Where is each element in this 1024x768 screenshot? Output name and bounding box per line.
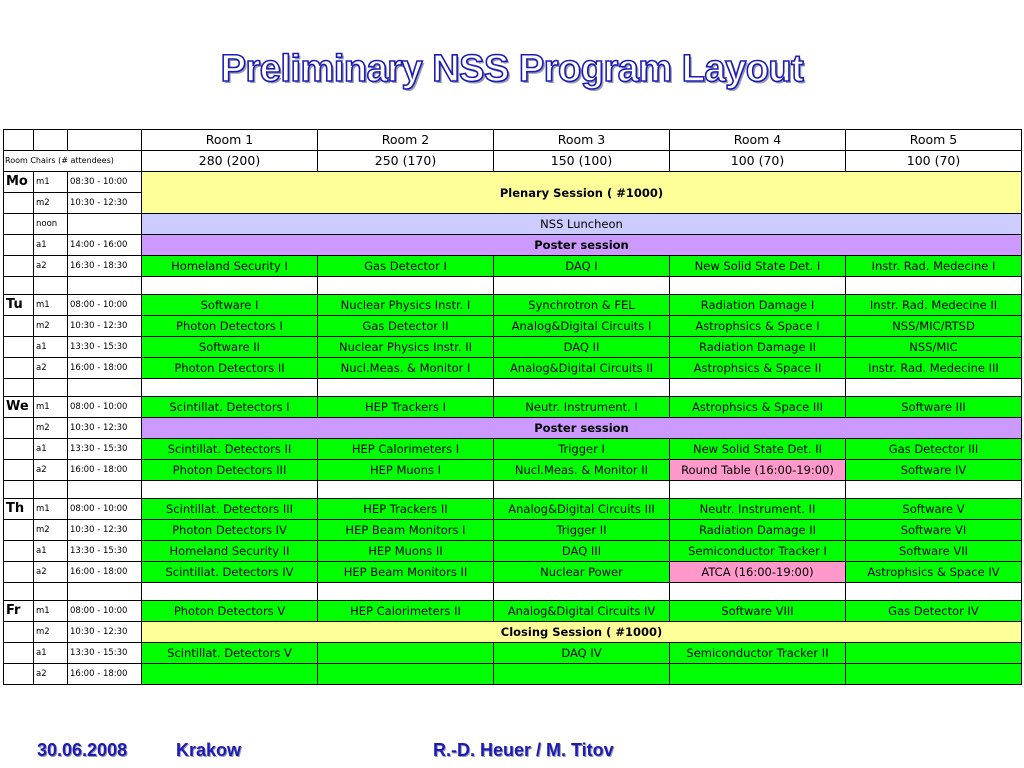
session-cell: Analog&Digital Circuits IV — [494, 601, 670, 622]
schedule-row — [4, 460, 1022, 481]
session-cell: NSS/MIC/RTSD — [846, 316, 1022, 337]
gap-row — [4, 379, 1022, 397]
time-label: 08:00 - 10:00 — [68, 397, 142, 418]
session-cell: Photon Detectors IV — [142, 520, 318, 541]
blank-cell — [4, 256, 34, 277]
session-cell — [670, 664, 846, 685]
session-cell: Analog&Digital Circuits II — [494, 358, 670, 379]
session-cell: Gas Detector III — [846, 439, 1022, 460]
time-label: 16:00 - 18:00 — [68, 664, 142, 685]
session-cell: Analog&Digital Circuits III — [494, 499, 670, 520]
session-cell: Software VI — [846, 520, 1022, 541]
session-cell: Scintillat. Detectors II — [142, 439, 318, 460]
schedule-row — [4, 172, 1022, 193]
session-cell: Scintillat. Detectors V — [142, 643, 318, 664]
time-label: 08:00 - 10:00 — [68, 499, 142, 520]
session-cell: Software I — [142, 295, 318, 316]
time-label: 13:30 - 15:30 — [68, 643, 142, 664]
session-cell: Photon Detectors I — [142, 316, 318, 337]
session-cell: HEP Calorimeters II — [318, 601, 494, 622]
blank-cell — [4, 562, 34, 583]
blank-cell — [4, 337, 34, 358]
slot-label: m1 — [34, 499, 68, 520]
session-cell: Nucl.Meas. & Monitor II — [494, 460, 670, 481]
session-cell: Analog&Digital Circuits I — [494, 316, 670, 337]
session-cell: Astrophsics & Space IV — [846, 562, 1022, 583]
session-cell: Trigger I — [494, 439, 670, 460]
schedule-row — [4, 643, 1022, 664]
session-cell: Nucl.Meas. & Monitor I — [318, 358, 494, 379]
slot-label: a2 — [34, 358, 68, 379]
session-cell: Software VIII — [670, 601, 846, 622]
time-label: 10:30 - 12:30 — [68, 193, 142, 214]
time-label: 16:30 - 18:30 — [68, 256, 142, 277]
session-cell: Gas Detector II — [318, 316, 494, 337]
room-chairs: 150 (100) — [494, 151, 670, 172]
session-cell: Semiconductor Tracker II — [670, 643, 846, 664]
blank-cell — [4, 664, 34, 685]
schedule-row — [4, 499, 1022, 520]
gap-row — [4, 583, 1022, 601]
slot-label: noon — [34, 214, 68, 235]
schedule-row — [4, 235, 1022, 256]
day-label: Tu — [4, 295, 34, 316]
session-cell: HEP Calorimeters I — [318, 439, 494, 460]
special-session-cell: ATCA (16:00-19:00) — [670, 562, 846, 583]
plenary-session: Plenary Session ( #1000) — [142, 172, 1022, 214]
schedule-row — [4, 418, 1022, 439]
blank-cell — [34, 130, 68, 151]
session-cell: Neutr. Instrument. I — [494, 397, 670, 418]
page-title: Preliminary NSS Program Layout — [220, 48, 804, 90]
session-cell: NSS/MIC — [846, 337, 1022, 358]
schedule-row — [4, 358, 1022, 379]
session-cell: Radiation Damage II — [670, 520, 846, 541]
slot-label: a2 — [34, 562, 68, 583]
time-label: 10:30 - 12:30 — [68, 622, 142, 643]
slot-label: a1 — [34, 643, 68, 664]
time-label: 08:30 - 10:00 — [68, 172, 142, 193]
session-cell: Astrophsics & Space I — [670, 316, 846, 337]
session-cell: Software IV — [846, 460, 1022, 481]
time-label: 10:30 - 12:30 — [68, 520, 142, 541]
session-cell: Software II — [142, 337, 318, 358]
luncheon: NSS Luncheon — [142, 214, 1022, 235]
program-table — [3, 129, 1022, 685]
session-cell: Homeland Security I — [142, 256, 318, 277]
session-cell: Semiconductor Tracker I — [670, 541, 846, 562]
blank-cell — [4, 316, 34, 337]
blank-cell — [4, 214, 34, 235]
room-header: Room 3 — [494, 130, 670, 151]
session-cell: HEP Trackers I — [318, 397, 494, 418]
room-chairs: 100 (70) — [846, 151, 1022, 172]
slot-label: m1 — [34, 397, 68, 418]
blank-cell — [4, 439, 34, 460]
footer-date: 30.06.2008 — [37, 740, 128, 760]
session-cell — [846, 664, 1022, 685]
session-cell: Photon Detectors V — [142, 601, 318, 622]
session-cell: Neutr. Instrument. II — [670, 499, 846, 520]
time-label: 13:30 - 15:30 — [68, 439, 142, 460]
schedule-row — [4, 562, 1022, 583]
slot-label: m1 — [34, 295, 68, 316]
slot-label: a2 — [34, 460, 68, 481]
blank-cell — [4, 622, 34, 643]
blank-cell — [68, 214, 142, 235]
gap-row — [4, 481, 1022, 499]
session-cell: HEP Muons II — [318, 541, 494, 562]
day-label: We — [4, 397, 34, 418]
session-cell: Astrophsics & Space III — [670, 397, 846, 418]
slot-label: m2 — [34, 622, 68, 643]
session-cell — [494, 664, 670, 685]
session-cell — [318, 643, 494, 664]
day-label: Fr — [4, 601, 34, 622]
blank-cell — [4, 358, 34, 379]
slot-label: a1 — [34, 541, 68, 562]
gap-row — [4, 277, 1022, 295]
slot-label: m2 — [34, 520, 68, 541]
session-cell: Homeland Security II — [142, 541, 318, 562]
session-cell: Trigger II — [494, 520, 670, 541]
day-label: Mo — [4, 172, 34, 193]
blank-cell — [4, 130, 34, 151]
blank-cell — [4, 520, 34, 541]
session-cell: Astrophsics & Space II — [670, 358, 846, 379]
session-cell: Software VII — [846, 541, 1022, 562]
session-cell: HEP Trackers II — [318, 499, 494, 520]
session-cell — [142, 664, 318, 685]
schedule-row — [4, 622, 1022, 643]
special-session-cell: Round Table (16:00-19:00) — [670, 460, 846, 481]
session-cell: DAQ IV — [494, 643, 670, 664]
room-header: Room 1 — [142, 130, 318, 151]
blank-cell — [4, 235, 34, 256]
footer-place: Krakow — [176, 740, 242, 760]
room-header: Room 4 — [670, 130, 846, 151]
time-label: 16:00 - 18:00 — [68, 562, 142, 583]
slot-label: m1 — [34, 172, 68, 193]
session-cell: Synchrotron & FEL — [494, 295, 670, 316]
slot-label: m2 — [34, 316, 68, 337]
blank-cell — [4, 460, 34, 481]
slot-label: a1 — [34, 235, 68, 256]
session-cell: Scintillat. Detectors III — [142, 499, 318, 520]
session-cell — [846, 643, 1022, 664]
session-cell: Nuclear Physics Instr. I — [318, 295, 494, 316]
schedule-row — [4, 601, 1022, 622]
schedule-row — [4, 397, 1022, 418]
session-cell: DAQ II — [494, 337, 670, 358]
blank-cell — [4, 193, 34, 214]
session-cell: Photon Detectors III — [142, 460, 318, 481]
closing-session: Closing Session ( #1000) — [142, 622, 1022, 643]
session-cell: Radiation Damage II — [670, 337, 846, 358]
room-header: Room 2 — [318, 130, 494, 151]
header-row-rooms — [4, 130, 1022, 151]
slot-label: a2 — [34, 256, 68, 277]
time-label: 13:30 - 15:30 — [68, 541, 142, 562]
schedule-row — [4, 256, 1022, 277]
schedule-row — [4, 439, 1022, 460]
time-label: 16:00 - 18:00 — [68, 460, 142, 481]
session-cell: HEP Beam Monitors II — [318, 562, 494, 583]
session-cell: Instr. Rad. Medecine I — [846, 256, 1022, 277]
session-cell: Gas Detector IV — [846, 601, 1022, 622]
room-chairs: 250 (170) — [318, 151, 494, 172]
session-cell: New Solid State Det. I — [670, 256, 846, 277]
day-label: Th — [4, 499, 34, 520]
schedule-row — [4, 337, 1022, 358]
schedule-row — [4, 295, 1022, 316]
session-cell: Gas Detector I — [318, 256, 494, 277]
slot-label: a2 — [34, 664, 68, 685]
session-cell: DAQ I — [494, 256, 670, 277]
blank-cell — [4, 541, 34, 562]
room-chairs: 100 (70) — [670, 151, 846, 172]
session-cell: Scintillat. Detectors IV — [142, 562, 318, 583]
session-cell: HEP Beam Monitors I — [318, 520, 494, 541]
time-label: 10:30 - 12:30 — [68, 316, 142, 337]
session-cell: Instr. Rad. Medecine II — [846, 295, 1022, 316]
chairs-label: Room Chairs (# attendees) — [4, 151, 142, 172]
time-label: 10:30 - 12:30 — [68, 418, 142, 439]
blank-cell — [4, 643, 34, 664]
schedule-row — [4, 316, 1022, 337]
slot-label: a1 — [34, 337, 68, 358]
session-cell: Radiation Damage I — [670, 295, 846, 316]
time-label: 08:00 - 10:00 — [68, 295, 142, 316]
slot-label: m1 — [34, 601, 68, 622]
time-label: 08:00 - 10:00 — [68, 601, 142, 622]
session-cell: HEP Muons I — [318, 460, 494, 481]
poster-session: Poster session — [142, 418, 1022, 439]
session-cell: Photon Detectors II — [142, 358, 318, 379]
slot-label: m2 — [34, 418, 68, 439]
time-label: 13:30 - 15:30 — [68, 337, 142, 358]
session-cell — [318, 664, 494, 685]
header-row-chairs — [4, 151, 1022, 172]
blank-cell — [4, 418, 34, 439]
schedule-row — [4, 664, 1022, 685]
session-cell: Scintillat. Detectors I — [142, 397, 318, 418]
session-cell: Nuclear Physics Instr. II — [318, 337, 494, 358]
schedule-row — [4, 541, 1022, 562]
room-chairs: 280 (200) — [142, 151, 318, 172]
time-label: 16:00 - 18:00 — [68, 358, 142, 379]
session-cell: Nuclear Power — [494, 562, 670, 583]
slot-label: a1 — [34, 439, 68, 460]
footer-authors: R.-D. Heuer / M. Titov — [433, 740, 614, 760]
slot-label: m2 — [34, 193, 68, 214]
session-cell: DAQ III — [494, 541, 670, 562]
session-cell: New Solid State Det. II — [670, 439, 846, 460]
poster-session: Poster session — [142, 235, 1022, 256]
schedule-row — [4, 214, 1022, 235]
session-cell: Software V — [846, 499, 1022, 520]
schedule-row — [4, 520, 1022, 541]
blank-cell — [68, 130, 142, 151]
session-cell: Instr. Rad. Medecine III — [846, 358, 1022, 379]
time-label: 14:00 - 16:00 — [68, 235, 142, 256]
session-cell: Software III — [846, 397, 1022, 418]
room-header: Room 5 — [846, 130, 1022, 151]
